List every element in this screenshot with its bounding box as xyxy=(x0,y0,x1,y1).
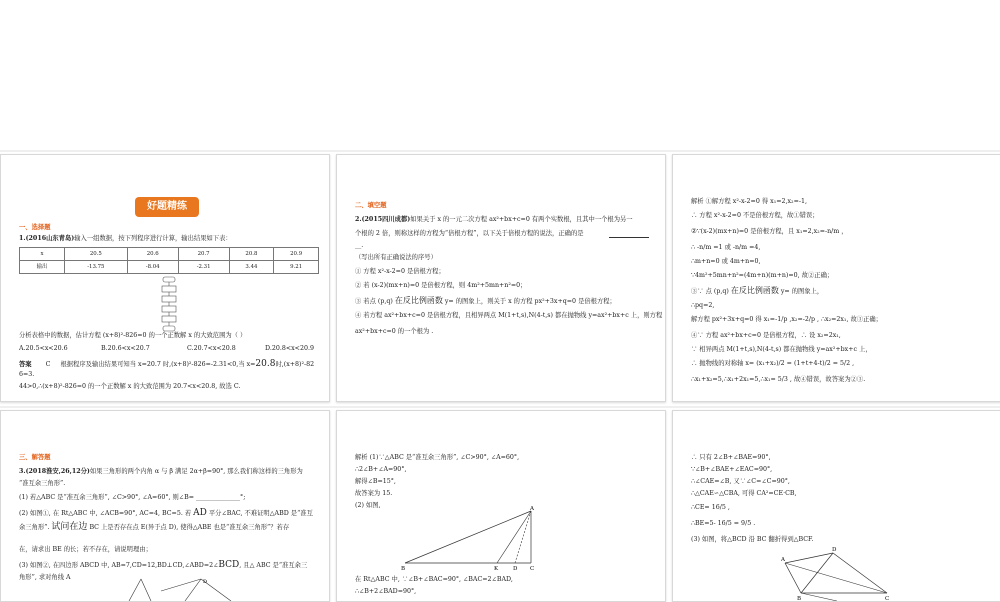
solution-line: 解得∠B=15°, xyxy=(355,478,396,485)
point-label: A xyxy=(781,557,785,563)
slide-panel-1[interactable] xyxy=(0,154,330,402)
question-text: (2) 如图①, 在 Rt△ABC 中, ∠ACB=90°, AC=4, BC=5. 若 xyxy=(19,510,194,517)
answer-value: 20.8 xyxy=(255,359,276,369)
statement-3 xyxy=(355,295,616,307)
question-source: 3.(2018淮安,26,12分) xyxy=(19,468,90,475)
table-cell: 20.6 xyxy=(127,248,178,261)
solution-line: ②∵(x-2)(mx+n)=0 是倍根方程，且 x₁=2,x₂=-n/m ， xyxy=(691,228,848,235)
question-body: 输入一组数据，按下列程序进行计算，输出结果如下表： xyxy=(74,235,232,242)
table-row xyxy=(20,261,319,274)
question-line: __. xyxy=(355,242,364,249)
solution-line: ∴m+n=0 或 4m+n=0, xyxy=(691,258,761,265)
solution-line: ∴x₁+x₂=5,∴x₁+2x₁=5,∴x₁= 5/3 , 故④错误，故答案为②③. xyxy=(691,376,866,383)
table-cell: 9.21 xyxy=(274,261,319,274)
statement-3-end: y= 的图象上，则关于 x 的方程 px²+3x+q=0 是倍根方程； xyxy=(442,298,616,305)
statement-3-start: ③ 若点 (p,q) xyxy=(355,298,395,305)
slide-panel-4[interactable] xyxy=(0,410,330,602)
statement-2: ② 若 (x-2)(mx+n)=0 是倍根方程，则 4m²+5mn+n²=0； xyxy=(355,282,527,289)
banner-title: 好题精练 xyxy=(135,197,199,217)
answer-line xyxy=(19,358,314,372)
answer-explain: 根据程序及输出结果可知当 x=20.7 时,(x+8)²-826=-2.31<0,当 x= xyxy=(60,361,256,368)
answer-explain-cont: 时,(x+8)²-82 xyxy=(275,361,315,368)
question-text: 余三角形”. xyxy=(19,524,52,531)
solution-line: ∴2∠B+∠A=90°, xyxy=(355,466,407,473)
table-cell: 20.5 xyxy=(65,248,128,261)
solution-line: ∴CE= 16/5 , xyxy=(691,504,730,511)
slide-panel-5[interactable] xyxy=(336,410,666,602)
table-cell: -8.04 xyxy=(127,261,178,274)
solution-line: ∴∠CAE=∠B, 又∵∠C=∠C=90°, xyxy=(691,478,790,485)
solution-line: ∴△CAE∽△CBA, 可得 CA²=CE·CB, xyxy=(691,490,797,497)
solution-line: ∴ 抛物线的对称轴 x= (x₁+x₂)/2 = (1+t+4-t)/2 = 5/2 , xyxy=(691,360,855,367)
slide-panel-2[interactable] xyxy=(336,154,666,402)
table-cell: 20.7 xyxy=(178,248,229,261)
point-label: C xyxy=(885,596,890,602)
question-part-3-cont: 角形”, 求对角线 A xyxy=(19,574,71,581)
solution-line: ∴ 方程 x²-x-2=0 不是倍根方程，故①错误； xyxy=(691,212,819,219)
solution-line: ∵ 相异两点 M(1+t,s),N(4-t,s) 都在抛物线 y=ax²+bx+c 上， xyxy=(691,346,872,353)
row-separator xyxy=(0,406,1000,408)
solution-line: 解方程 px²+3x+q=0 得 x₁=-1/p ,x₂=-2/p , ∴x₂=2x₁, 故③正确； xyxy=(691,316,882,323)
solution-line: ∴pq=2, xyxy=(691,302,715,309)
table-cell: 20.8 xyxy=(229,248,274,261)
section-heading: 一、选择题 xyxy=(19,224,51,231)
question-line: “准互余三角形”. xyxy=(19,480,66,487)
answer-label: 答案 xyxy=(19,361,32,368)
solution-line: ∴ 只有 2∠B+∠BAE=90°, xyxy=(691,454,771,461)
point-label: D xyxy=(203,579,208,585)
solution-line: ∴BE=5- 16/5 = 9/5 . xyxy=(691,520,756,527)
quadrilateral-figure xyxy=(777,547,907,601)
solution-emph: 在反比例函数 xyxy=(730,286,779,295)
slide-panel-3[interactable] xyxy=(672,154,1000,402)
question-part-2 xyxy=(19,507,313,521)
solution-line: ∵∠B+∠BAE+∠EAC=90°, xyxy=(691,466,773,473)
option-b[interactable]: B.20.6<x<20.7 xyxy=(101,345,150,352)
table-cell: 3.44 xyxy=(229,261,274,274)
point-label: B xyxy=(797,596,802,602)
solution-line: ∴∠B+2∠BAD=90°, xyxy=(355,588,417,595)
solution-line: 解析 (1)∵△ABC 是“准互余三角形”, ∠C>90°, ∠A=60°, xyxy=(355,454,520,461)
question-emph: 试问在边 xyxy=(51,522,88,532)
option-d[interactable]: D.20.8<x<20.9 xyxy=(265,345,314,352)
point-label: B xyxy=(401,566,406,572)
value-table xyxy=(19,247,319,274)
geometry-figure xyxy=(101,577,241,601)
point-label: C xyxy=(530,566,535,572)
solution-line: (3) 如图，将△BCD 沿 BC 翻折得到△BCF. xyxy=(691,536,814,543)
question-line xyxy=(19,467,303,476)
flowchart-diagram xyxy=(159,276,179,334)
answer-line-2: 6=3. xyxy=(19,371,35,378)
question-note: （写出所有正确说法的序号） xyxy=(355,254,437,261)
solution-line: ∵4m²+5mn+n²=(4m+n)(m+n)=0, 故②正确； xyxy=(691,272,834,279)
answer-letter: C xyxy=(45,361,51,368)
point-label: D xyxy=(832,547,837,553)
question-source: 1.(2016山东青岛) xyxy=(19,235,75,242)
solution-text: y= 的图象上， xyxy=(778,288,824,295)
answer-line-3: 44>0,∴(x+8)²-826=0 的一个正数解 x 的大致范围为 20.7<x<20.8, 故选 C. xyxy=(19,383,241,390)
question-text: 平分∠BAC, 不难证明△ABD 是“准互 xyxy=(206,510,313,517)
solution-text: ③∵ 点 (p,q) xyxy=(691,288,731,295)
solution-line: 故答案为 15. xyxy=(355,490,393,497)
solution-line xyxy=(691,285,823,297)
question-source: 2.(2015四川成都) xyxy=(355,216,411,223)
question-part-1: (1) 若△ABC 是“准互余三角形”, ∠C>90°, ∠A=60°, 则∠B= ______________°; xyxy=(19,494,246,501)
statement-3-emph: 在反比例函数 xyxy=(394,296,443,305)
question-text: (3) 如图②, 在四边形 ABCD 中, AB=7,CD=12,BD⊥CD,∠ABD=2∠ xyxy=(19,562,219,569)
statement-4: ④ 若方程 ax²+bx+c=0 是倍根方程，且相异两点 M(1+t,s),N(4-t,s) 都在抛物线 y=ax²+bx+c 上，则方程 xyxy=(355,312,663,319)
triangle-figure xyxy=(397,507,547,571)
answer-blank[interactable] xyxy=(609,229,649,238)
table-cell: x xyxy=(20,248,65,261)
statement-1: ① 方程 x²-x-2=0 是倍根方程； xyxy=(355,268,445,275)
solution-line: 在 Rt△ABC 中, ∵∠B+∠BAC=90°, ∠BAC=2∠BAD, xyxy=(355,576,513,583)
section-heading: 二、填空题 xyxy=(355,202,387,209)
question-part-2-end: 在，请求出 BE 的长；若不存在，请说明理由； xyxy=(19,546,152,553)
table-cell: -13.75 xyxy=(65,261,128,274)
statement-4-cont: ax²+bx+c=0 的一个根为 . xyxy=(355,328,434,335)
solution-line: 解析 ①解方程 x²-x-2=0 得 x₁=2,x₂=-1, xyxy=(691,198,807,205)
option-c[interactable]: C.20.7<x<20.8 xyxy=(187,345,236,352)
table-cell: 20.9 xyxy=(274,248,319,261)
question-text: BC 上是否存在点 E(异于点 D), 使得△ABE 也是“准互余三角形”？若存 xyxy=(87,524,290,531)
question-part-3 xyxy=(19,559,307,573)
slide-panel-6[interactable] xyxy=(672,410,1000,602)
question-body: 如果三角形的两个内角 α 与 β 满足 2α+β=90°, 那么我们称这样的三角形为 xyxy=(89,468,303,475)
question-part-2-cont xyxy=(19,521,289,535)
question-emph: AD xyxy=(193,508,207,518)
question-emph: BCD xyxy=(218,560,240,570)
row-separator xyxy=(0,150,1000,152)
question-text: , 且△ ABC 是“准互余三 xyxy=(239,562,308,569)
point-label: K xyxy=(494,566,499,572)
question-body: 如果关于 x 的一元二次方程 ax²+bx+c=0 有两个实数根，且其中一个根为另一 xyxy=(410,216,633,223)
question-line: 个根的 2 倍，则称这样的方程为“倍根方程”，以下关于倍根方程的说法，正确的是 xyxy=(355,230,584,237)
question-line xyxy=(355,215,633,224)
table-cell: 输出 xyxy=(20,261,65,274)
question-text xyxy=(19,234,232,243)
section-heading: 三、解答题 xyxy=(19,454,51,461)
point-label: D xyxy=(513,566,518,572)
solution-line: ④∵ 方程 ax²+bx+c=0 是倍根方程，∴ 设 x₂=2x₁, xyxy=(691,332,841,339)
table-cell: -2.31 xyxy=(178,261,229,274)
point-label: A xyxy=(530,506,534,512)
question-ask: 分析表格中的数据，估计方程 (x+8)²-826=0 的一个正数解 x 的大致范围为（ ） xyxy=(19,332,247,339)
solution-line: (2) 如图, xyxy=(355,502,381,509)
table-row xyxy=(20,248,319,261)
option-a[interactable]: A.20.5<x<20.6 xyxy=(19,345,68,352)
solution-line: ∴ -n/m =1 或 -n/m =4, xyxy=(691,244,761,251)
